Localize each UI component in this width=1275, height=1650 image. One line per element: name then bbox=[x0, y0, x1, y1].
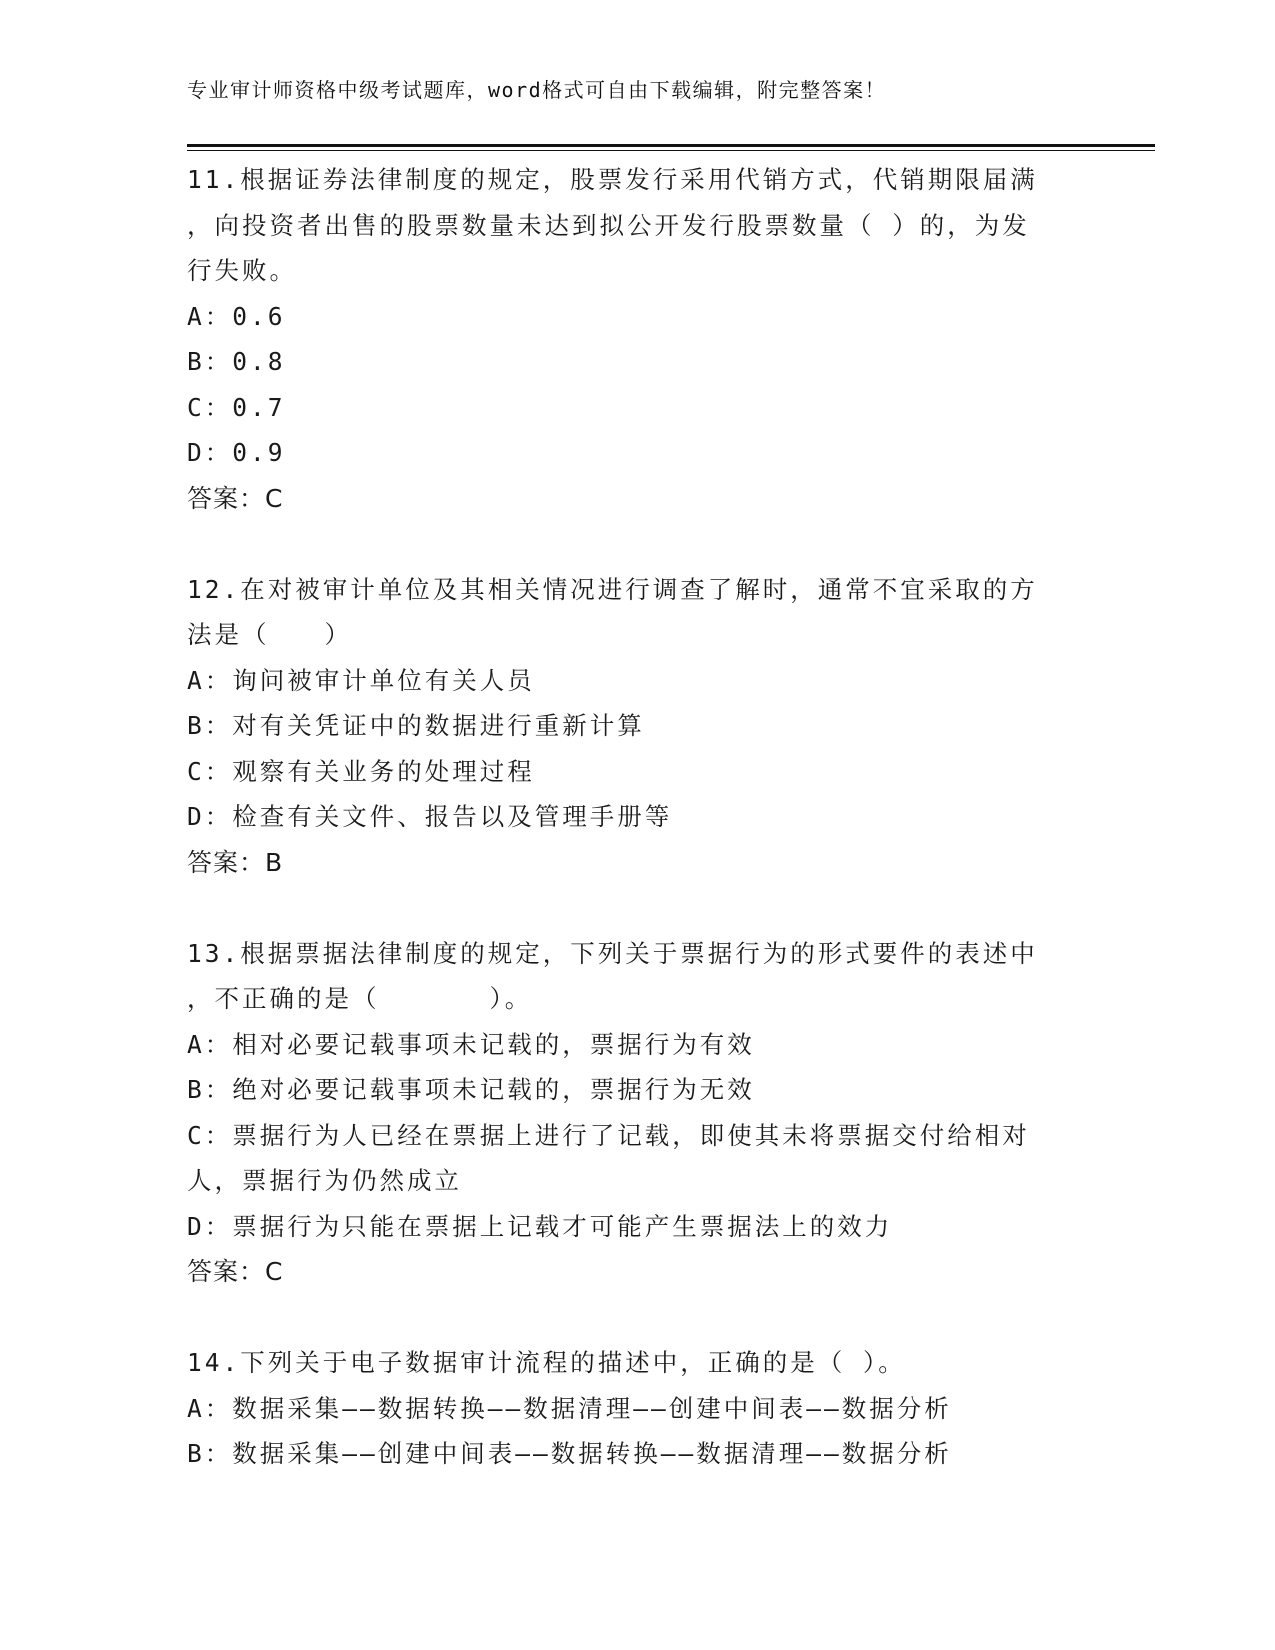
option-a: A：相对必要记载事项未记载的，票据行为有效 bbox=[187, 1029, 755, 1059]
question-stem-line: 行失败。 bbox=[187, 256, 297, 285]
option-c: C：票据行为人已经在票据上进行了记载，即使其未将票据交付给相对 bbox=[187, 1120, 1030, 1150]
page-header: 专业审计师资格中级考试题库，word格式可自由下载编辑，附完整答案！ bbox=[187, 78, 887, 102]
option-b: B：数据采集——创建中间表——数据转换——数据清理——数据分析 bbox=[187, 1439, 952, 1468]
option-d: D：票据行为只能在票据上记载才可能产生票据法上的效力 bbox=[187, 1211, 893, 1241]
option-b: B：0.8 bbox=[187, 347, 286, 376]
header-divider-thin bbox=[187, 150, 1155, 151]
question-stem-line: ，不正确的是（ ）。 bbox=[187, 984, 533, 1013]
option-c: C：0.7 bbox=[187, 392, 286, 422]
option-b: B：对有关凭证中的数据进行重新计算 bbox=[187, 711, 645, 740]
question-stem-line: 14.下列关于电子数据审计流程的描述中，正确的是（ ）。 bbox=[187, 1348, 906, 1377]
option-c-continued: 人，票据行为仍然成立 bbox=[187, 1166, 462, 1195]
question-stem-line: ，向投资者出售的股票数量未达到拟公开发行股票数量（ ）的，为发 bbox=[187, 210, 1030, 240]
option-a: A：询问被审计单位有关人员 bbox=[187, 665, 535, 695]
question-stem-line: 13.根据票据法律制度的规定，下列关于票据行为的形式要件的表述中 bbox=[187, 938, 1038, 968]
option-c: C：观察有关业务的处理过程 bbox=[187, 756, 535, 786]
question-stem-line: 法是（ ） bbox=[187, 620, 352, 649]
question-14 bbox=[187, 1340, 1087, 1477]
question-11 bbox=[187, 157, 1087, 521]
question-list bbox=[187, 157, 1087, 1477]
question-stem-line: 11.根据证券法律制度的规定，股票发行采用代销方式，代销期限届满 bbox=[187, 165, 1038, 194]
answer: 答案：C bbox=[187, 1257, 284, 1286]
answer: 答案：B bbox=[187, 847, 284, 877]
option-d: D：0.9 bbox=[187, 438, 286, 467]
question-13 bbox=[187, 931, 1087, 1295]
option-b: B：绝对必要记载事项未记载的，票据行为无效 bbox=[187, 1075, 755, 1104]
option-a: A：数据采集——数据转换——数据清理——创建中间表——数据分析 bbox=[187, 1393, 952, 1423]
option-a: A：0.6 bbox=[187, 301, 286, 331]
answer: 答案：C bbox=[187, 483, 284, 513]
header-divider-thick bbox=[187, 144, 1155, 147]
option-d: D：检查有关文件、报告以及管理手册等 bbox=[187, 802, 673, 831]
question-12 bbox=[187, 567, 1087, 886]
question-stem-line: 12.在对被审计单位及其相关情况进行调查了解时，通常不宜采取的方 bbox=[187, 574, 1038, 604]
